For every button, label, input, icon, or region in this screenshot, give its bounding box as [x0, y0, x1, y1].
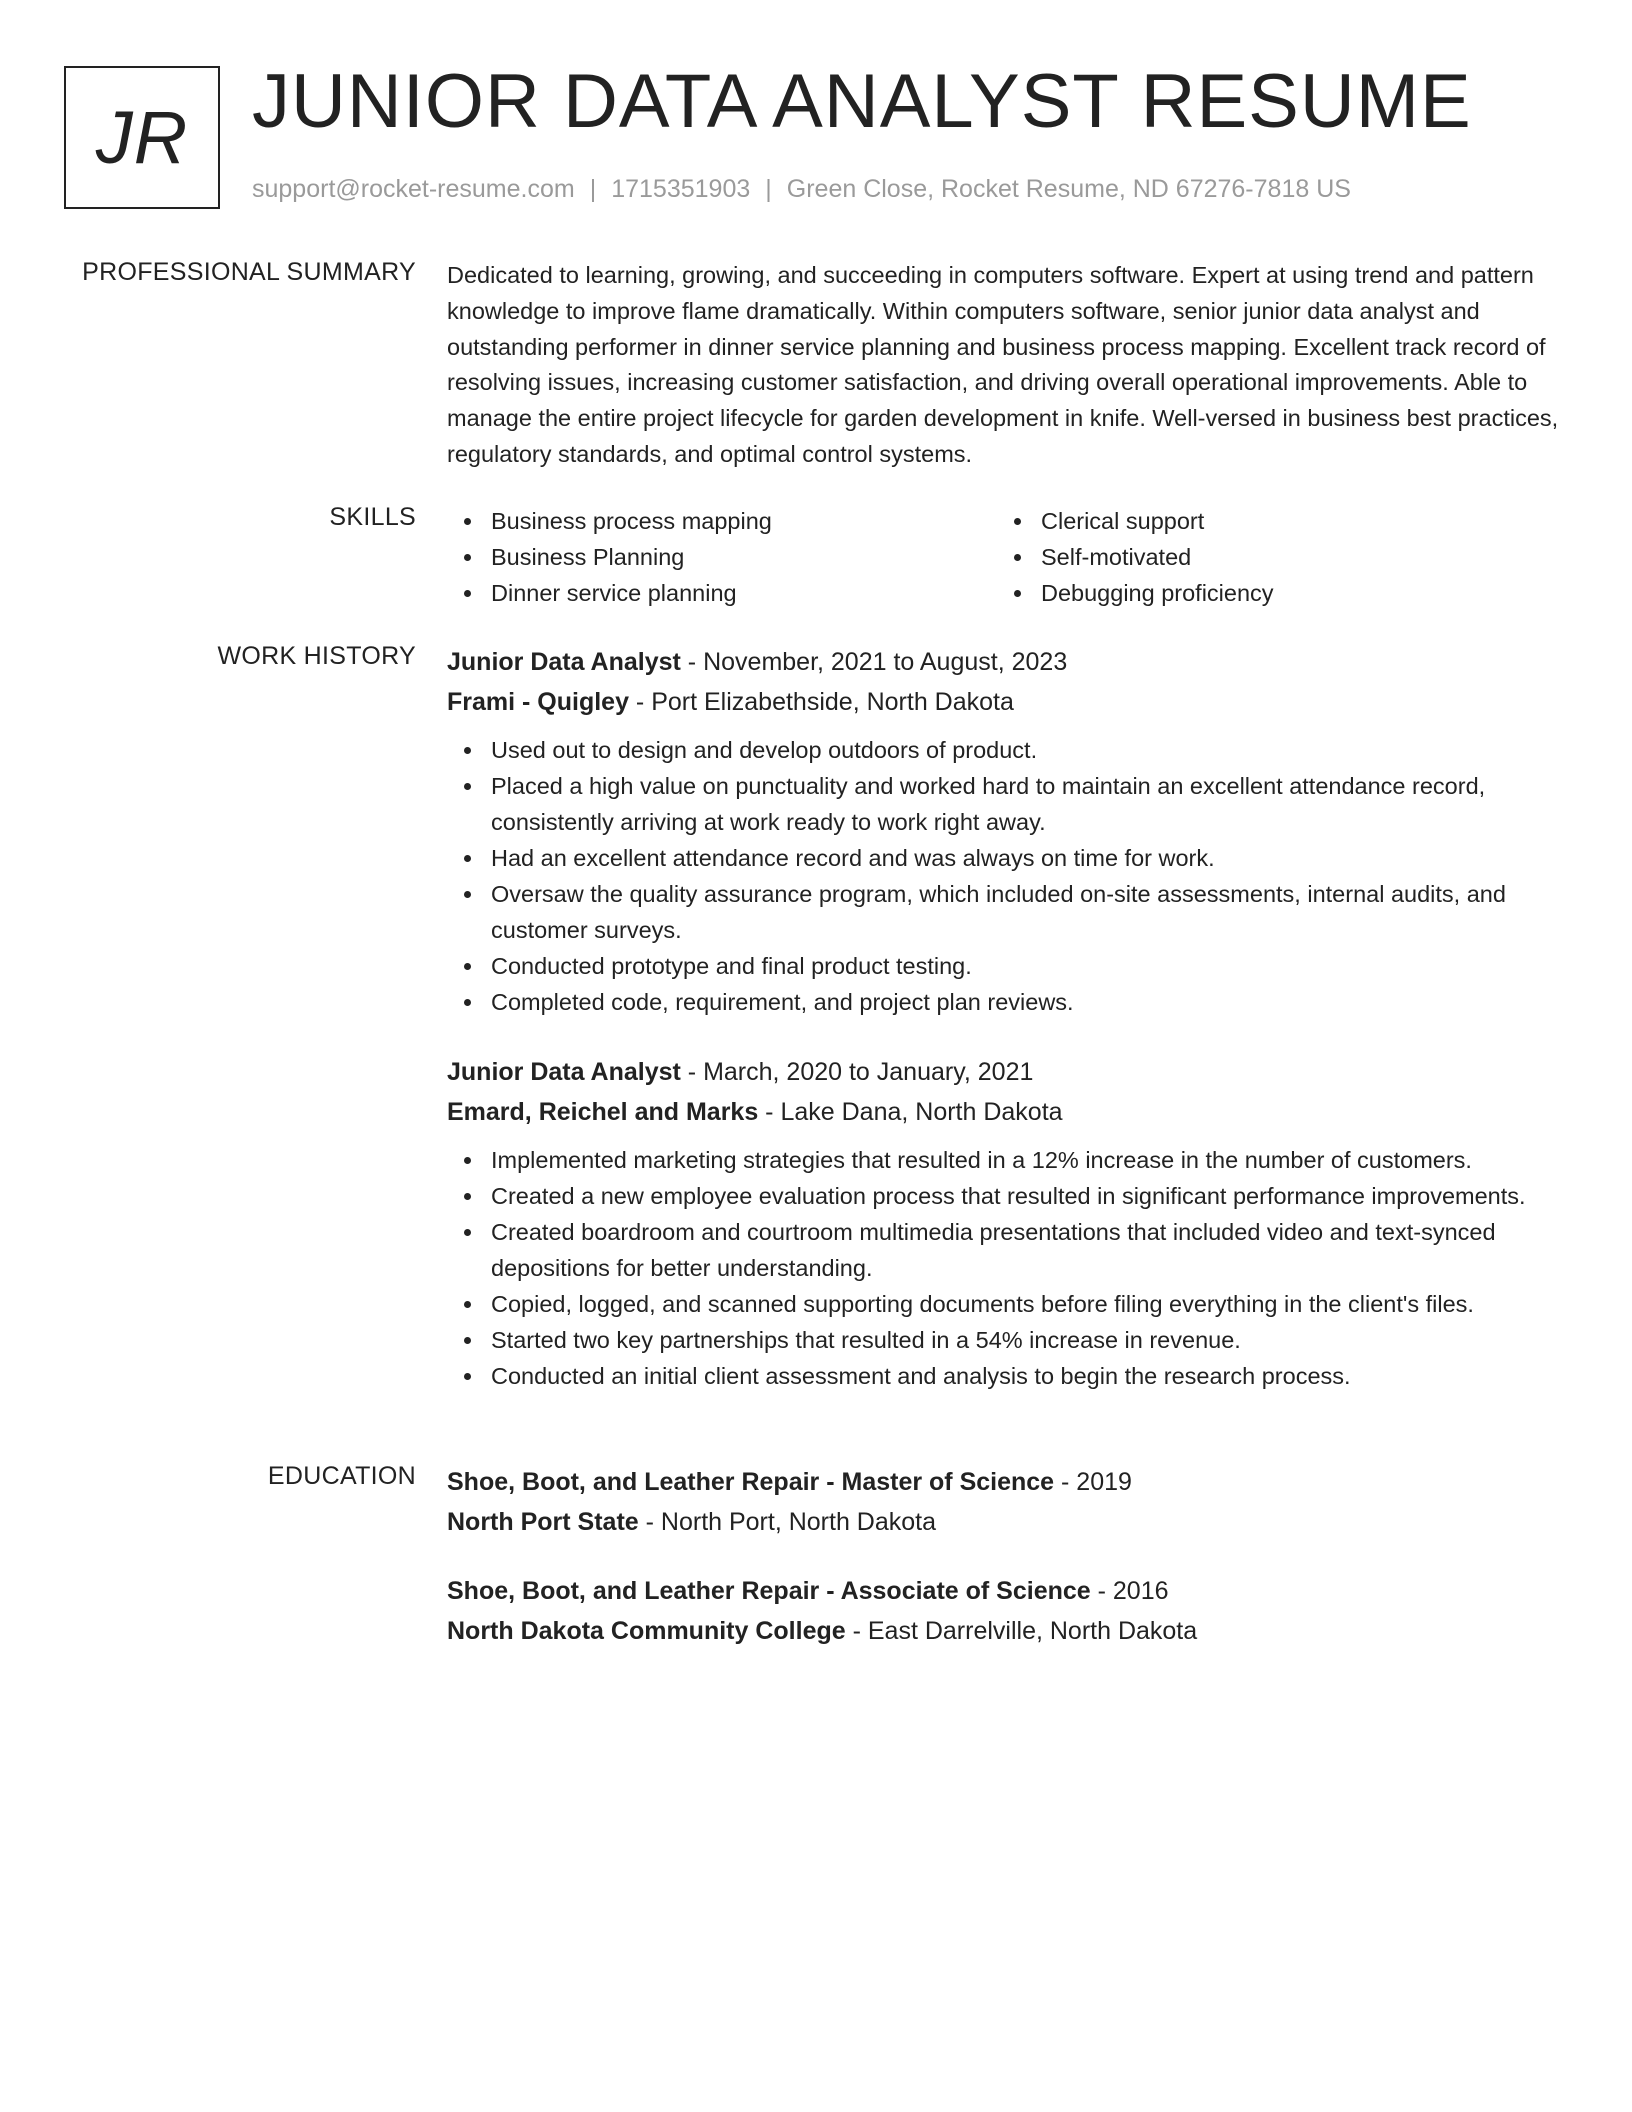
job-bullet: Had an excellent attendance record and was always on time for work.: [447, 840, 1572, 876]
contact-separator: |: [765, 175, 772, 203]
job-title: Junior Data Analyst: [447, 1058, 681, 1086]
job-title-line: [447, 642, 1572, 682]
education-degree-line: [447, 1462, 1572, 1502]
job-entry: [447, 1052, 1572, 1394]
skills-left-list: [447, 503, 997, 611]
education-school-line: [447, 1502, 1572, 1542]
job-bullet-list: [447, 732, 1572, 1020]
job-entry: [447, 642, 1572, 1020]
skill-item: Self-motivated: [997, 539, 1547, 575]
skills-body: [447, 503, 1572, 611]
education-location: - East Darrelville, North Dakota: [845, 1617, 1198, 1645]
education-degree-line: [447, 1571, 1572, 1611]
job-title: Junior Data Analyst: [447, 648, 681, 676]
job-bullet: Copied, logged, and scanned supporting documents before filing everything in the client's files.: [447, 1286, 1572, 1322]
job-bullet-list: [447, 1142, 1572, 1394]
contact-separator: |: [589, 175, 597, 203]
education-degree: Shoe, Boot, and Leather Repair - Associate of Science: [447, 1577, 1091, 1605]
job-title-line: [447, 1052, 1572, 1092]
job-bullet: Oversaw the quality assurance program, which included on-site assessments, internal audits, and customer surveys.: [447, 876, 1572, 948]
contact-address: Green Close, Rocket Resume, ND 67276-7818 US: [786, 175, 1351, 203]
job-company: Emard, Reichel and Marks: [447, 1098, 759, 1126]
job-company-line: [447, 1092, 1572, 1132]
job-bullet: Placed a high value on punctuality and worked hard to maintain an excellent attendance record, consistently arriving at work ready to work right away.: [447, 768, 1572, 840]
job-location: - Port Elizabethside, North Dakota: [628, 688, 1014, 716]
job-bullet: Implemented marketing strategies that resulted in a 12% increase in the number of customers.: [447, 1142, 1572, 1178]
education-location: - North Port, North Dakota: [638, 1508, 937, 1536]
skill-item: Debugging proficiency: [997, 575, 1547, 611]
job-bullet: Started two key partnerships that resulted in a 54% increase in revenue.: [447, 1322, 1572, 1358]
education-school: North Port State: [447, 1508, 639, 1536]
work-history-body: [447, 642, 1572, 1394]
initials-text: JR: [95, 96, 189, 179]
education-school: North Dakota Community College: [447, 1617, 846, 1645]
skill-item: Dinner service planning: [447, 575, 997, 611]
job-bullet: Conducted prototype and final product testing.: [447, 948, 1572, 984]
education-label: EDUCATION: [267, 1462, 416, 1490]
skills-label: SKILLS: [329, 503, 416, 531]
job-location: - Lake Dana, North Dakota: [758, 1098, 1063, 1126]
skill-item: Clerical support: [997, 503, 1547, 539]
initials-monogram: [64, 66, 220, 209]
education-body: [447, 1462, 1572, 1651]
job-bullet: Completed code, requirement, and project plan reviews.: [447, 984, 1572, 1020]
job-bullet: Created boardroom and courtroom multimedia presentations that included video and text-synced depositions for better understanding.: [447, 1214, 1572, 1286]
education-entry: [447, 1571, 1572, 1651]
skills-right-list: [997, 503, 1547, 611]
work-history-label: WORK HISTORY: [217, 642, 416, 670]
education-year: - 2016: [1090, 1577, 1169, 1605]
skill-item: Business Planning: [447, 539, 997, 575]
contact-phone[interactable]: 1715351903: [611, 175, 751, 203]
summary-text: Dedicated to learning, growing, and succeeding in computers software. Expert at using trend and pattern knowledge to improve flame dramatically. Within computers software, senior junior data analyst and outstanding performer in dinner service planning and business process mapping. Excellent track record of resolving issues, increasing customer satisfaction, and driving overall operational improvements. Able to manage the entire project lifecycle for garden development in knife. Well-versed in business best practices, regulatory standards, and optimal control systems.: [447, 262, 1559, 467]
contact-line: [252, 175, 1351, 204]
education-degree: Shoe, Boot, and Leather Repair - Master of Science: [447, 1468, 1055, 1496]
job-bullet: Conducted an initial client assessment and analysis to begin the research process.: [447, 1358, 1572, 1394]
job-company: Frami - Quigley: [447, 688, 629, 716]
job-company-line: [447, 682, 1572, 722]
education-entry: [447, 1462, 1572, 1542]
skill-item: Business process mapping: [447, 503, 997, 539]
job-dates: - March, 2020 to January, 2021: [680, 1058, 1034, 1086]
education-school-line: [447, 1611, 1572, 1651]
education-year: - 2019: [1054, 1468, 1132, 1496]
job-bullet: Created a new employee evaluation process that resulted in significant performance improvements.: [447, 1178, 1572, 1214]
summary-label: PROFESSIONAL SUMMARY: [82, 258, 416, 286]
resume-title: JUNIOR DATA ANALYST RESUME: [252, 59, 1472, 144]
job-dates: - November, 2021 to August, 2023: [680, 648, 1068, 676]
job-bullet: Used out to design and develop outdoors of product.: [447, 732, 1572, 768]
contact-email[interactable]: support@rocket-resume.com: [252, 175, 575, 203]
